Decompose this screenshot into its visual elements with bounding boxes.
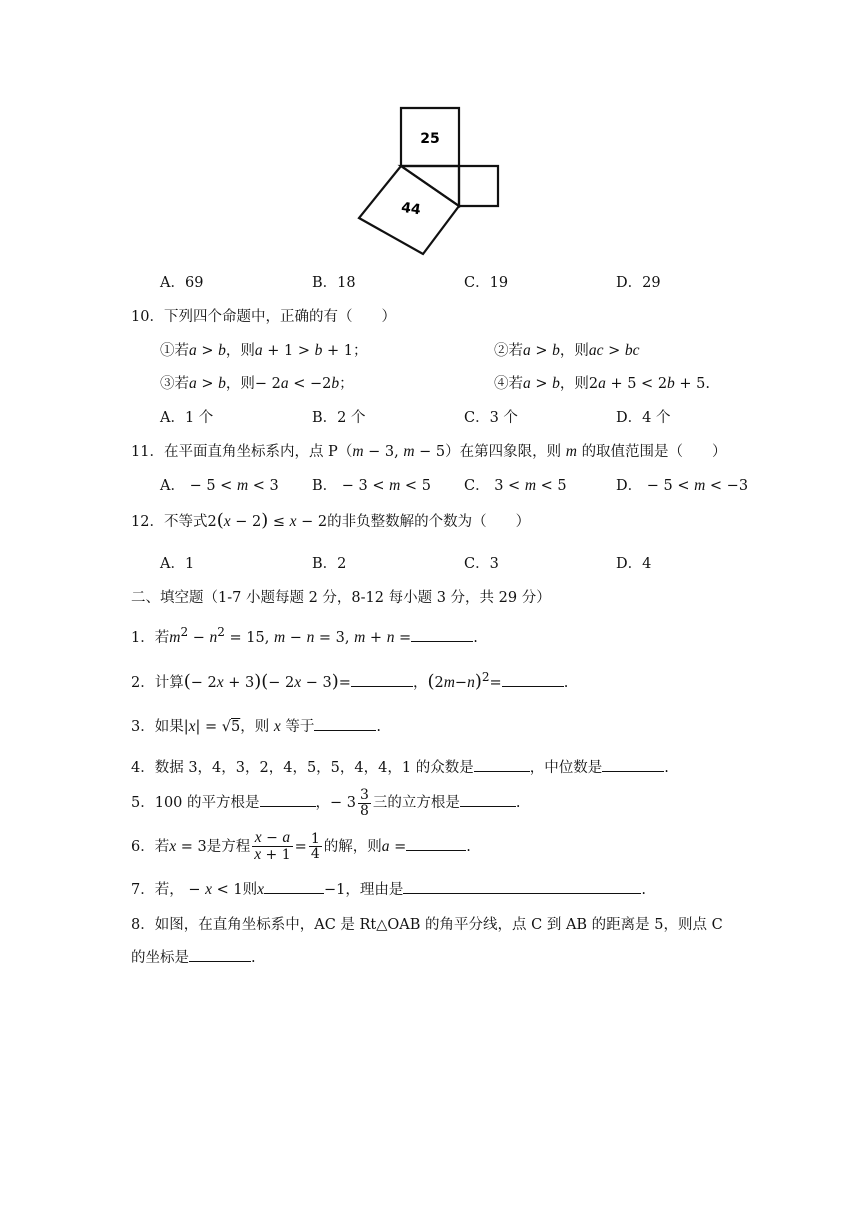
fill-2-blank-1[interactable] (351, 672, 413, 687)
fill-5-frac-num: 3 (360, 787, 369, 803)
fill-5-text-a: 5．100 的平方根是 (131, 795, 260, 812)
fill-2-blank-2[interactable] (502, 672, 564, 687)
fill-2-end: . (563, 674, 569, 691)
fill-2: 2．计算(− 2x + 3)(− 2x − 3)= ，$(2m-n)^2=$ . (131, 670, 569, 692)
fill-2-eq2: = (489, 674, 502, 691)
q9-option-b[interactable]: B．18 (312, 275, 356, 291)
fill-7-mid: 则 (242, 882, 258, 898)
fill-6-fraction-right: $\frac{1}{4}$ (310, 830, 320, 863)
fill-1-blank[interactable] (411, 627, 473, 642)
q10-statement-2: ②若a > b，则ac > bc (494, 342, 640, 359)
top-square-label: 25 (420, 131, 440, 147)
fill-6-post: 的解，则 (323, 838, 382, 855)
q11-option-a[interactable]: A． − 5 < m < 3 (160, 477, 279, 494)
q12-stem-a: 12．不等式 (131, 514, 208, 530)
q9-option-d[interactable]: D．29 (616, 275, 661, 291)
fill-6: 6．若x = 3是方程 $\frac{x - a}{x + 1}$ = $\frac{1}{4}$ 的解，则a = . (131, 829, 471, 864)
fill-1-pre: 1．若 (131, 629, 170, 646)
fill-7-post: ，理由是 (345, 882, 404, 898)
fill-2-pre: 2．计算 (131, 674, 184, 691)
fill-1-end: . (473, 629, 478, 646)
q12-option-a[interactable]: A．1 (160, 556, 195, 572)
q10-s1-pre: ①若 (160, 343, 189, 359)
fill-8-line-1: 8．如图，在直角坐标系中，AC 是 Rt△OAB 的角平分线，点 C 到 AB 的距离是 5，则点 C (131, 917, 723, 933)
q10-option-c[interactable]: C．3 个 (464, 410, 518, 426)
q10-s1-end: ； (352, 343, 368, 359)
fill-5-fraction (358, 788, 371, 818)
fill-8-blank[interactable] (189, 947, 251, 962)
squares-triangle-figure (355, 105, 505, 257)
q10-option-b[interactable]: B．2 个 (312, 410, 366, 426)
q10-s1-mid: ，则 (225, 343, 255, 359)
q11-option-b-label: B． (312, 478, 338, 494)
q11-stem-b: ）在第四象限，则 (445, 444, 562, 460)
q10-option-d[interactable]: D．4 个 (616, 410, 671, 426)
fill-4-blank-1[interactable] (474, 757, 530, 772)
q12-option-c[interactable]: C．3 (464, 556, 499, 572)
fill-7-blank-1[interactable] (264, 879, 324, 894)
q10-s4-mid: ，则 (559, 376, 589, 392)
q10-stem: 10．下列四个命题中，正确的有（ ） (131, 309, 396, 325)
q11-option-a-label: A． (160, 478, 185, 494)
fill-5-sep: ， (315, 795, 331, 812)
tilted-square-label: 44 (400, 199, 422, 219)
fill-4-end: . (664, 760, 669, 776)
fill-5-text-b: 三的立方根是 (372, 795, 460, 812)
q10-statement-3: ③若a > b，则− 2a < −2b； (160, 375, 354, 392)
fill-6-fraction-left: $\frac{x - a}{x + 1}$ (254, 829, 291, 864)
section-2-title: 二、填空题（1-7 小题每题 2 分，8-12 每小题 3 分，共 29 分） (131, 590, 551, 606)
fill-8-line-2 (131, 946, 256, 967)
q11-option-c-label: C． (464, 478, 490, 494)
q10-s3-end: ； (339, 376, 354, 392)
fill-4-blank-2[interactable] (602, 757, 664, 772)
q11-stem-c: 的取值范围是（ ） (581, 444, 727, 460)
fill-3-post: 等于 (285, 719, 315, 735)
fill-2-eq1: = (338, 674, 351, 691)
q10-s4-end: . (705, 376, 710, 392)
fill-3-end: . (376, 719, 381, 735)
q12-option-b[interactable]: B．2 (312, 556, 347, 572)
q10-s3-pre: ③若 (160, 376, 189, 392)
fill-5-blank-1[interactable] (260, 792, 316, 807)
q11-option-c[interactable]: C． 3 < m < 5 (464, 477, 567, 494)
fill-1: 1．若$m^2 - n^2 = 15$, m − n = 3, m + n = . (131, 625, 478, 646)
fill-6-blank[interactable] (406, 836, 466, 851)
fill-3-mid: ，则 (240, 719, 270, 735)
q10-statement-1: ①若a > b，则a + 1 > b + 1； (160, 342, 368, 359)
fill-5-end: . (515, 795, 521, 812)
q10-s4-pre: ④若 (494, 376, 523, 392)
fill-7-end: . (641, 882, 646, 898)
q12-stem-b: 的非负整数解的个数为（ ） (327, 514, 531, 530)
q11-option-d[interactable]: D． − 5 < m < −3 (616, 477, 749, 494)
q10-option-a[interactable]: A．1 个 (160, 410, 214, 426)
fill-5-frac-den: 8 (360, 802, 369, 819)
fill-5-blank-2[interactable] (460, 792, 516, 807)
q11-option-b[interactable]: B． − 3 < m < 5 (312, 477, 431, 494)
fill-3-blank[interactable] (314, 716, 376, 731)
fill-2-sep: ， (412, 674, 428, 691)
q10-s2-mid: ，则 (559, 343, 589, 359)
fill-7-blank-2[interactable] (403, 879, 641, 894)
q11-option-d-label: D． (616, 478, 643, 494)
fill-4-text-a: 4．数据 3，4，3，2，4，5，5，4，4，1 的众数是 (131, 760, 474, 776)
q11-stem-a: 11．在平面直角坐标系内，点 P（ (131, 444, 353, 460)
q12-stem: 12．不等式2(x − 2) ≤ x − 2的非负整数解的个数为（ ） (131, 510, 531, 531)
q10-statement-4: ④若a > b，则2a + 5 < 2b + 5. (494, 375, 710, 392)
fill-6-mid: 是方程 (206, 838, 251, 855)
fill-4 (131, 756, 669, 777)
fill-6-eq: = (394, 838, 407, 855)
q9-option-c[interactable]: C．19 (464, 275, 509, 291)
q10-s2-pre: ②若 (494, 343, 523, 359)
fill-6-pre: 6．若 (131, 838, 170, 855)
q12-option-d[interactable]: D．4 (616, 556, 652, 572)
fill-6-end: . (466, 838, 471, 855)
fill-8-end: . (251, 950, 256, 966)
fill-3: 3．如果|x| = √5，则 x 等于 . (131, 718, 381, 735)
q9-option-a[interactable]: A．69 (160, 275, 204, 291)
fill-3-pre: 3．如果 (131, 719, 184, 735)
fill-7: 7．若， − x < 1则x −1，理由是 . (131, 881, 646, 898)
fill-7-pre: 7．若， (131, 882, 184, 898)
q10-s3-mid: ，则 (225, 376, 255, 392)
q11-stem: 11．在平面直角坐标系内，点 P（m − 3, m − 5）在第四象限，则 m 的取值范围是（ ） (131, 443, 727, 460)
fill-8-line-2-text: 的坐标是 (131, 950, 189, 966)
fill-5: 5．100 的平方根是 ，− 3 $\frac{3}{8}$ 三的立方根是 . (131, 787, 521, 819)
fill-4-text-b: ，中位数是 (529, 760, 603, 776)
